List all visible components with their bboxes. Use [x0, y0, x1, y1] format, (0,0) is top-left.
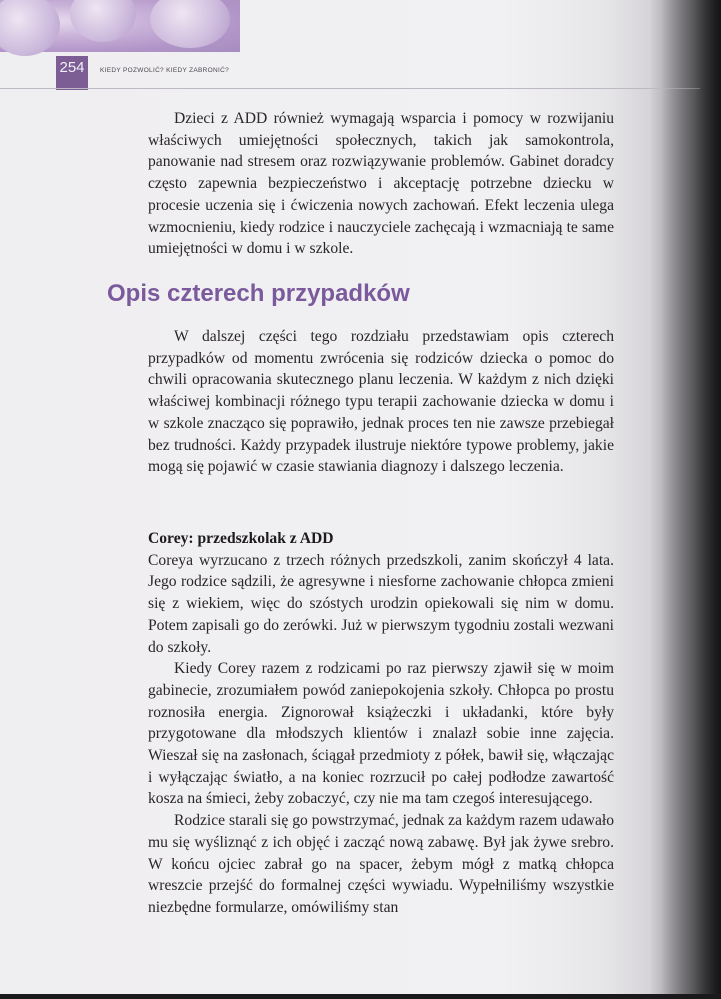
case-paragraph: Kiedy Corey razem z rodzicami po raz pierwszy zjawił się w moim gabinecie, zrozumiałem powód zaniepokojenia szkoły. Chłopca po prostu roznosiła energia. Zignorował książeczki i układanki, które były przygotowane dla młodszych klientów i znalazł sobie inne zajęcia. Wieszał się na zasłonach, ściągał przedmioty z półek, bawił się, włączając i wyłączając światło, a na koniec rozrzucił po całej podłodze zawartość kosza na śmieci, żeby zobaczyć, czy nie ma tam czegoś interesującego.	[148, 660, 614, 808]
binding-shadow	[661, 0, 721, 999]
section-heading: Opis czterech przypadków	[107, 280, 410, 307]
running-head: KIEDY POZWOLIĆ? KIEDY ZABRONIĆ?	[100, 67, 229, 74]
header-divider	[0, 88, 700, 89]
section-text	[148, 326, 614, 478]
intro-text	[148, 108, 614, 260]
bottom-edge	[0, 994, 721, 999]
header-photo-face	[70, 0, 136, 42]
intro-paragraph: Dzieci z ADD również wymagają wsparcia i pomocy w rozwijaniu właściwych umiejętności społecznych, takich jak samokontrola, panowanie nad stresem oraz rozwiązywanie problemów. Gabinet doradcy często zapewnia bezpieczeństwo i akceptację potrzebne dziecku w procesie uczenia się i ćwiczenia nowych zachowań. Efekt leczenia ulega wzmocnieniu, kiedy rodzice i nauczyciele zachęcają i wzmacniają te same umiejętności w domu i w szkole.	[148, 110, 614, 258]
header-photo-face	[150, 0, 230, 48]
case-paragraph: Rodzice starali się go powstrzymać, jednak za każdym razem udawało mu się wyśliznąć z ich objęć i zacząć nową zabawę. Był jak żywe srebro. W końcu ojciec zabrał go na spacer, żebym mógł z matką chłopca wreszcie przejść do formalnej części wywiadu. Wypełniliśmy wszystkie niezbędne formularze, omówiliśmy stan	[148, 812, 614, 916]
case-block	[148, 528, 614, 919]
page-number: 254	[56, 56, 88, 90]
case-paragraph: Coreya wyrzucano z trzech różnych przedszkoli, zanim skończył 4 lata. Jego rodzice sądzili, że agresywne i niesforne zachowanie chłopca zmieni się z wiekiem, więc do szóstych urodzin opiekowali się nim w domu. Potem zapisali go do zerówki. Już w pierwszym tygodniu zostali wezwani do szkoły.	[148, 551, 614, 656]
case-heading: Corey: przedszkolak z ADD	[148, 530, 334, 547]
header-photo	[0, 0, 240, 52]
header-photo-face	[0, 0, 60, 56]
section-paragraph: W dalszej części tego rozdziału przedstawiam opis czterech przypadków od momentu zwrócenia się rodziców dziecka o pomoc do chwili opracowania skutecznego planu leczenia. W każdym z nich dzięki właściwej kombinacji różnego typu terapii zachowanie dziecka w domu i w szkole znacząco się poprawiło, jednak proces ten nie zawsze przebiegał bez trudności. Każdy przypadek ilustruje niektóre typowe problemy, jakie mogą się pojawić w czasie stawiania diagnozy i dalszego leczenia.	[148, 328, 614, 476]
